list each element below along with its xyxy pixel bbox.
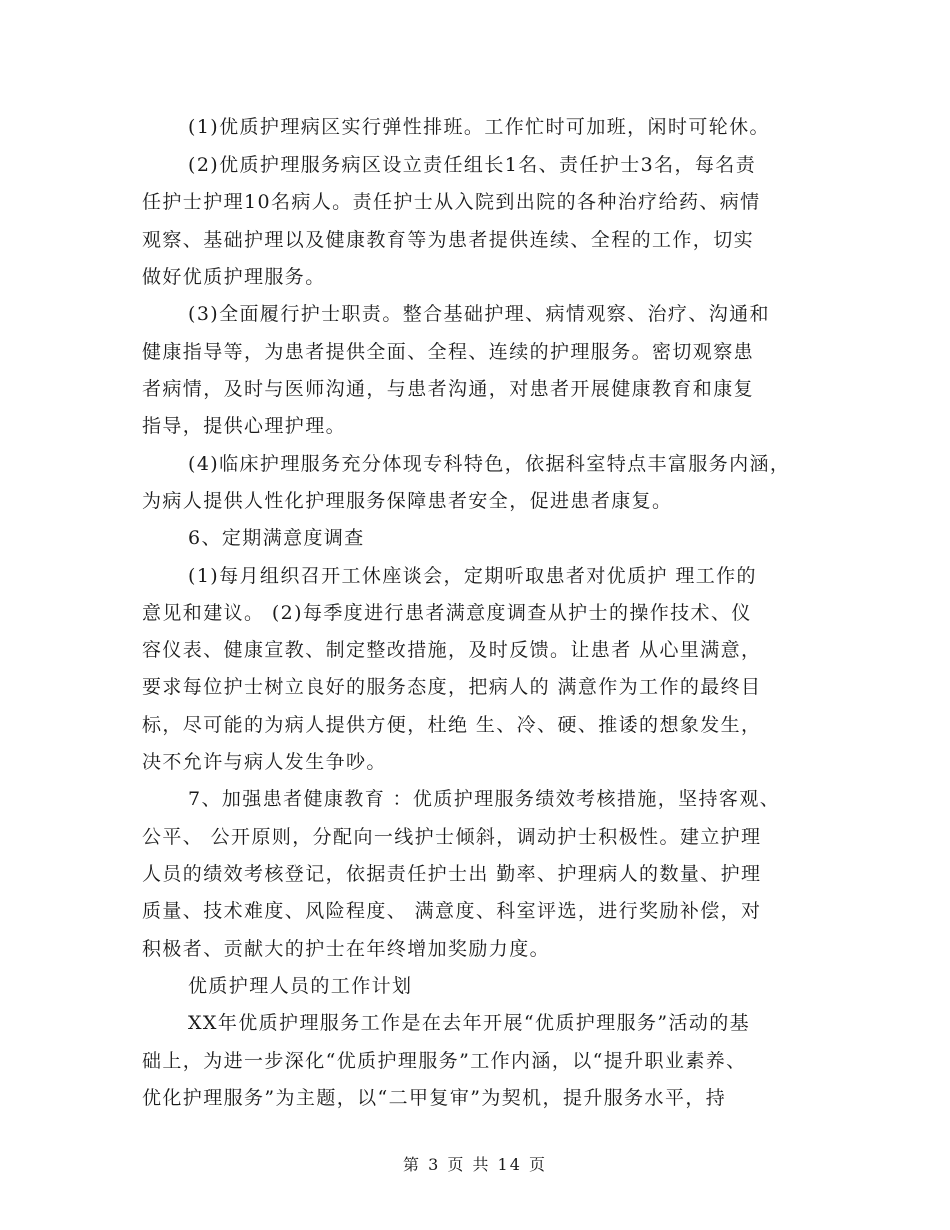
text-line: (1)优质护理病区实行弹性排班。工作忙时可加班，闲时可轮休。: [188, 116, 770, 138]
text-line: 7、加强患者健康教育 ：优质护理服务绩效考核措施，坚持客观、: [188, 788, 781, 810]
text-line: 要求每位护士树立良好的服务态度，把病人的 满意作为工作的最终目: [142, 676, 762, 698]
text-line: 积极者、贡献大的护士在年终增加奖励力度。: [142, 938, 551, 960]
page-number-footer: 第 3 页 共 14 页: [403, 1155, 547, 1174]
text-line: 为病人提供人性化护理服务保障患者安全，促进患者康复。: [142, 490, 673, 512]
section-heading: 优质护理人员的工作计划: [188, 975, 413, 997]
text-line: 础上，为进一步深化“优质护理服务”工作内涵，以“提升职业素养、: [142, 1050, 747, 1072]
text-line: 任护士护理10名病人。责任护士从入院到出院的各种治疗给药、病情: [142, 191, 761, 213]
text-line: 优化护理服务”为主题，以“二甲复审”为契机，提升服务水平，持: [142, 1087, 727, 1109]
text-line: 标，尽可能的为病人提供方便，杜绝 生、冷、硬、推诿的想象发生，: [142, 714, 762, 736]
text-line: 做好优质护理服务。: [142, 266, 326, 288]
text-line: 人员的绩效考核登记，依据责任护士出 勤率、护理病人的数量、护理: [142, 863, 762, 885]
text-line: (1)每月组织召开工休座谈会，定期听取患者对优质护 理工作的: [188, 565, 757, 587]
text-line: 意见和建议。 (2)每季度进行患者满意度调查从护士的操作技术、仪: [142, 602, 752, 624]
text-line: 容仪表、健康宣教、制定整改措施，及时反馈。让患者 从心里满意，: [142, 639, 762, 661]
text-line: 质量、技术难度、风险程度、 满意度、科室评选，进行奖励补偿，对: [142, 900, 762, 922]
text-line: 观察、基础护理以及健康教育等为患者提供连续、全程的工作，切实: [142, 229, 755, 251]
text-line: (4)临床护理服务充分体现专科特色，依据科室特点丰富服务内涵，: [188, 453, 791, 475]
text-line: 指导，提供心理护理。: [142, 415, 347, 437]
text-line: 决不允许与病人发生争吵。: [142, 751, 387, 773]
text-line: 健康指导等，为患者提供全面、全程、连续的护理服务。密切观察患: [142, 341, 755, 363]
text-line: (2)优质护理服务病区设立责任组长1名、责任护士3名，每名责: [188, 154, 757, 176]
text-line: 者病情，及时与医师沟通，与患者沟通，对患者开展健康教育和康复: [142, 378, 755, 400]
text-line: (3)全面履行护士职责。整合基础护理、病情观察、治疗、沟通和: [188, 303, 770, 325]
section-heading: 6、定期满意度调查: [188, 527, 365, 549]
text-line: 公平、 公开原则，分配向一线护士倾斜，调动护士积极性。建立护理: [142, 826, 762, 848]
text-line: XX年优质护理服务工作是在去年开展“优质护理服务”活动的基: [188, 1012, 751, 1034]
